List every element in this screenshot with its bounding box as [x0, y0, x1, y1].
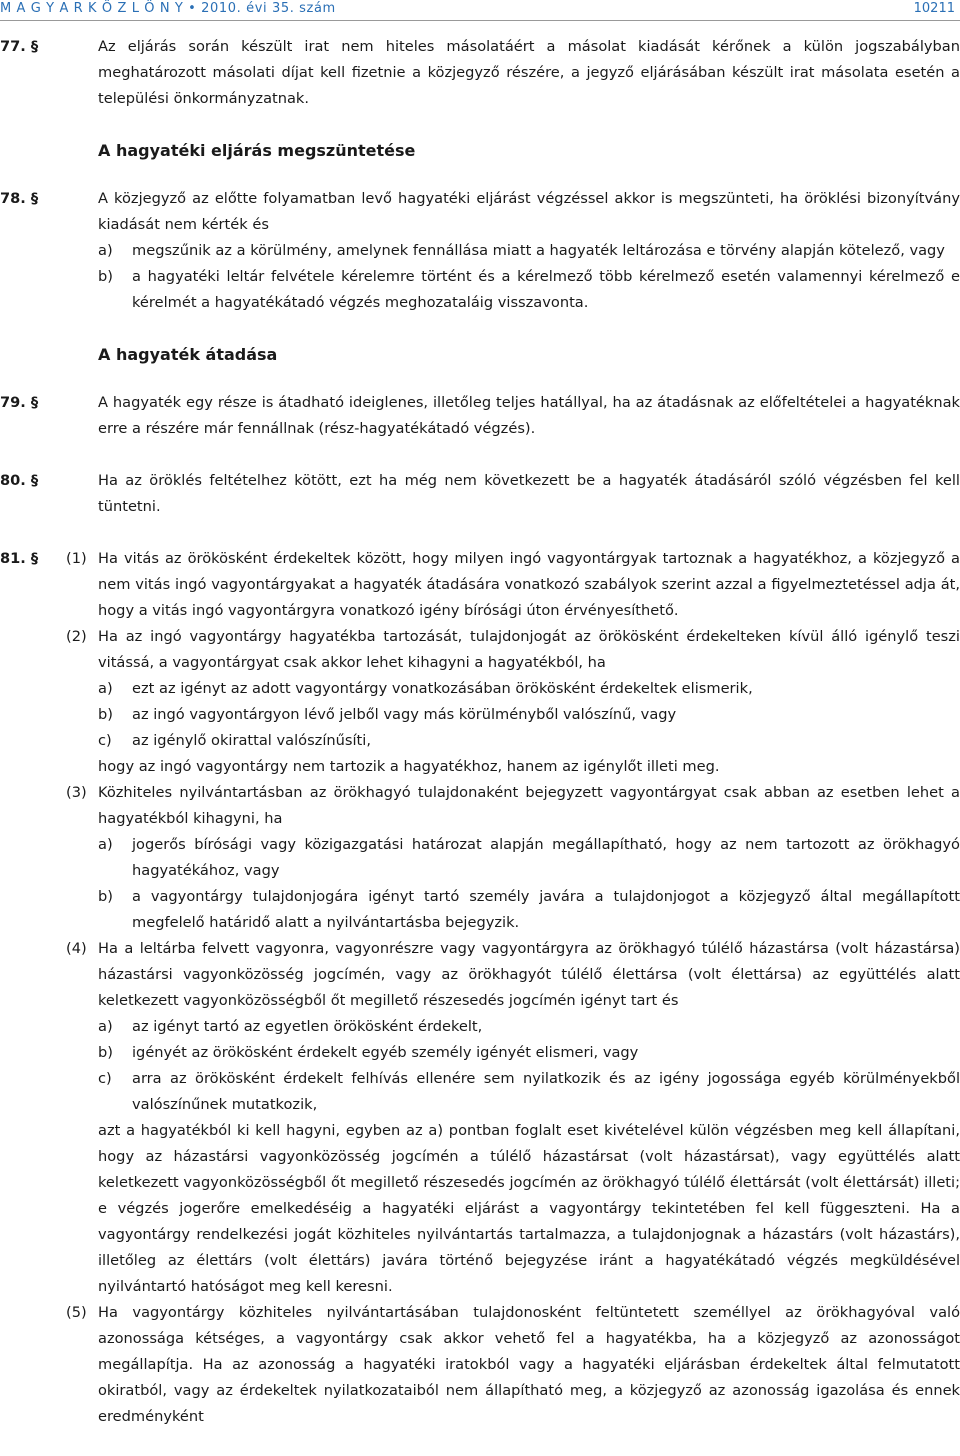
subsection-text: Ha vitás az örökösként érdekeltek között, hogy milyen ingó vagyontárgyak tartoznak a hagyatékhoz, a közjegyző a nem vitás ingó vagyontárgyakat a hagyaték átadására vonatkozó szabályok szerint azzal a figyelmeztetéssel adja át, hogy a vitás ingó vagyontárgyra vonatkozó igény bírósági úton érvényesíthető. — [98, 550, 960, 619]
list-item — [98, 702, 960, 728]
list-item — [98, 264, 960, 316]
list-item — [98, 832, 960, 884]
section-81 — [0, 546, 960, 1430]
list-item — [98, 1040, 960, 1066]
subsection-text: Ha vagyontárgy közhiteles nyilvántartásában tulajdonosként feltüntetett személlyel az örökhagyóval való azonossága kétséges, a vagyontárgy csak akkor vehető fel a hagyatékba, ha a közjegyző az azonosságot megállapítja. Ha az azonosság a hagyatéki iratokból vagy a hagyatéki eljárásban érdekeltek által felmutatott okiratból, vagy az érdekeltek nyilatkozataiból nem állapítható meg, a közjegyző az azonosság igazolása és ennek eredményként — [98, 1304, 960, 1425]
item-text: az ingó vagyontárgyon lévő jelből vagy más körülményből valószínű, vagy — [132, 706, 677, 723]
item-text: jogerős bírósági vagy közigazgatási határozat alapján megállapítható, hogy az nem tartozott az örökhagyó hagyatékához, vagy — [132, 836, 960, 879]
subsection-number: (1) — [66, 550, 87, 567]
item-label: c) — [98, 1070, 112, 1087]
subsection-2 — [66, 624, 960, 780]
item-text: arra az örökösként érdekelt felhívás ellenére sem nyilatkozik és az igény jogossága egyéb körülményekből valószínűnek mutatkozik, — [132, 1070, 960, 1113]
subsection-text: Ha a leltárba felvett vagyonra, vagyonrészre vagy vagyontárgyra az örökhagyó túlélő házastársa (volt házastársa) házastársi vagyonközösség jogcímén, vagy az örökhagyót túlélő élettársa (volt élettársa) az együttélés alatt keletkezett vagyonközösségből őt megillető részesedés jogcímén igényt tart és — [98, 940, 960, 1009]
item-text: ezt az igényt az adott vagyontárgy vonatkozásában örökösként érdekeltek elismerik, — [132, 680, 753, 697]
section-text: Az eljárás során készült irat nem hiteles másolatáért a másolat kiadását kérőnek a külön jogszabályban meghatározott másolati díjat kell fizetnie a közjegyző részére, a jegyző eljárásában készült irat másolata esetén a települési önkormányzatnak. — [98, 38, 960, 107]
list-item — [98, 728, 960, 754]
section-78 — [0, 186, 960, 316]
item-text: az igénylő okirattal valószínűsíti, — [132, 732, 371, 749]
item-text: megszűnik az a körülmény, amelynek fennállása miatt a hagyaték leltározása e törvény alapján kötelező, vagy — [132, 242, 945, 259]
item-label: b) — [98, 706, 113, 723]
section-text: Ha az öröklés feltételhez kötött, ezt ha még nem következett be a hagyaték átadásáról szóló végzésben fel kell tüntetni. — [98, 472, 960, 515]
document-body — [0, 34, 960, 1456]
section-number: 78. § — [0, 190, 39, 207]
item-label: b) — [98, 1044, 113, 1061]
section-text: A közjegyző az előtte folyamatban levő hagyatéki eljárást végzéssel akkor is megszünteti, ha öröklési bizonyítvány kiadását nem kérték és — [98, 190, 960, 233]
subsection-text: Ha az ingó vagyontárgy hagyatékba tartozását, tulajdonjogát az örökösként érdekelteken kívül álló igénylő teszi vitássá, a vagyontárgyat csak akkor lehet kihagyni a hagyatékból, ha — [98, 628, 960, 671]
item-label: b) — [98, 888, 113, 905]
subsection-number: (4) — [66, 940, 87, 957]
subsection-closing: azt a hagyatékból ki kell hagyni, egyben az a) pontban foglalt eset kivételével külön végzésben meg kell állapítani, hogy az házastársi vagyonközösség jogcímén a túlélő házastársat (volt házastársat), vagy együttélés alatt keletkezett vagyonközösségből őt megillető részesedés jogcímén az örökhagyó túlélő élettársát (volt élettársát) illeti; e végzés jogerőre emelkedéséig a hagyatéki eljárást a vagyontárgy tekintetében fel kell függeszteni. Ha a vagyontárgy rendelkezési jogát közhiteles nyilvántartás tartalmazza, a tulajdonjognak a házastárs (volt házastárs), illetőleg az élettárs (volt élettárs) javára történő bejegyzése iránt a hagyatékátadó végzés megküldésével nyilvántartó hatóságot meg kell keresni. — [98, 1122, 960, 1295]
subsection-1 — [66, 546, 960, 624]
subsection-4 — [66, 936, 960, 1300]
item-text: a hagyatéki leltár felvétele kérelemre történt és a kérelmező több kérelmező esetén valamennyi kérelmező e kérelmét a hagyatékátadó végzés meghozataláig visszavonta. — [132, 268, 960, 311]
item-label: b) — [98, 268, 113, 285]
section-heading: A hagyaték átadása — [98, 345, 278, 364]
item-text: a vagyontárgy tulajdonjogára igényt tartó személy javára a tulajdonjogot a közjegyző által megállapított megfelelő határidő alatt a nyilvántartásba bejegyzik. — [132, 888, 960, 931]
list-item — [98, 884, 960, 936]
item-label: c) — [98, 732, 112, 749]
item-label: a) — [98, 1018, 113, 1035]
page-number: 10211 — [913, 1, 955, 16]
section-number: 79. § — [0, 394, 39, 411]
subsection-5 — [66, 1300, 960, 1430]
section-80 — [0, 468, 960, 520]
section-77 — [0, 34, 960, 112]
subsection-number: (3) — [66, 784, 87, 801]
section-heading: A hagyatéki eljárás megszüntetése — [98, 141, 416, 160]
journal-title: M A G Y A R K Ö Z L Ö N Y • 2010. évi 35. szám — [0, 1, 336, 16]
list-item — [98, 1014, 960, 1040]
subsection-text: Közhiteles nyilvántartásban az örökhagyó tulajdonaként bejegyzett vagyontárgyat csak abban az esetben lehet a hagyatékból kihagyni, ha — [98, 784, 960, 827]
item-label: a) — [98, 242, 113, 259]
section-number: 81. § — [0, 550, 39, 567]
header-divider — [0, 20, 960, 21]
list-item — [98, 1066, 960, 1118]
item-text: igényét az örökösként érdekelt egyéb személy igényét elismeri, vagy — [132, 1044, 639, 1061]
section-79 — [0, 390, 960, 442]
subsection-number: (5) — [66, 1304, 87, 1321]
subsection-number: (2) — [66, 628, 87, 645]
section-number: 80. § — [0, 472, 39, 489]
item-label: a) — [98, 836, 113, 853]
section-number: 77. § — [0, 38, 39, 55]
page-header — [0, 0, 960, 20]
subsection-closing: hogy az ingó vagyontárgy nem tartozik a hagyatékhoz, hanem az igénylőt illeti meg. — [98, 758, 720, 775]
item-label: a) — [98, 680, 113, 697]
item-text: az igényt tartó az egyetlen örökösként érdekelt, — [132, 1018, 483, 1035]
subsection-3 — [66, 780, 960, 936]
list-item — [98, 238, 960, 264]
list-item — [98, 676, 960, 702]
section-text: A hagyaték egy része is átadható ideiglenes, illetőleg teljes hatállyal, ha az átadásnak az előfeltételei a hagyatéknak erre a részére már fennállnak (rész-hagyatékátadó végzés). — [98, 394, 960, 437]
